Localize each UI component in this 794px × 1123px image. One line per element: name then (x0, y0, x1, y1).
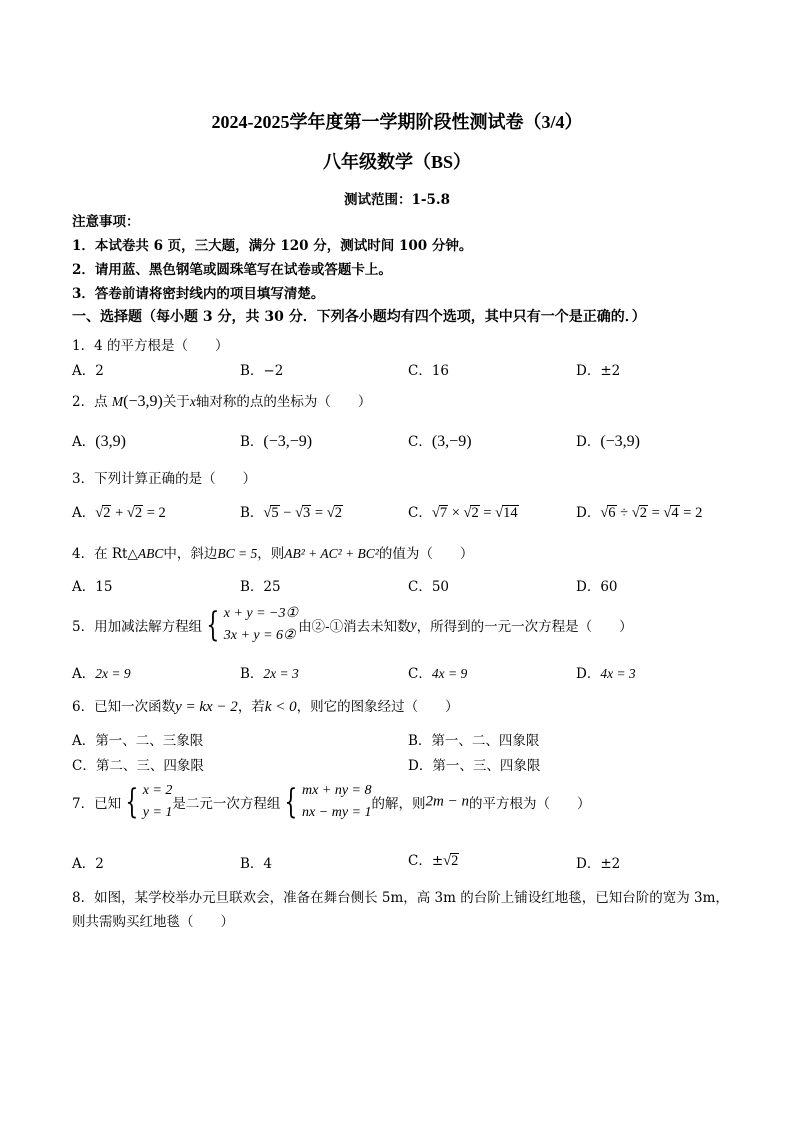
operator: × (451, 505, 460, 521)
note-item: 2．请用蓝、黑色钢笔或圆珠笔写在试卷或答题卡上。 (72, 262, 392, 278)
test-scope: 测试范围：1-5.8 (344, 192, 450, 208)
question-2-stem (72, 390, 371, 411)
equals: = (314, 505, 324, 521)
q4-option-d: D．60 (576, 579, 618, 595)
solution-x: x = 2 (142, 783, 173, 798)
q5-variable: y (410, 617, 417, 632)
q4-hypotenuse: BC = 5 (217, 546, 258, 561)
q5-a-value: 2x = 9 (95, 666, 131, 681)
result: = 2 (146, 505, 166, 521)
q2-a-value: (3,9) (95, 433, 126, 450)
equals: = (483, 505, 492, 521)
q2-c-value: (3,−9) (431, 433, 472, 450)
q2-b-label: B． (240, 434, 264, 450)
q5-a-label: A． (72, 666, 96, 682)
q3-option-c: C．√7 × √2 = √14 (408, 505, 518, 521)
q4-text-end: 的值为（ ） (378, 546, 474, 562)
radicand: 7 (439, 505, 448, 521)
q5-b-value: 2x = 3 (263, 666, 299, 681)
q4-triangle: ABC (137, 546, 164, 561)
q3-option-b: B．√5 − √3 = √2 (240, 505, 342, 521)
question-8-line-2: 则共需购买红地毯（ ） (72, 914, 234, 930)
radicand: 2 (103, 505, 111, 521)
q6-text: 6．已知一次函数 (72, 699, 176, 715)
question-7-stem (72, 780, 590, 824)
q5-text: 由②-①消去未知数 (298, 619, 411, 635)
q4-expression: AB² + AC² + BC² (284, 546, 379, 561)
q3-option-a: A．√2 + √2 = 2 (72, 505, 166, 521)
q7-text: 是二元一次方程组 (172, 796, 281, 812)
q5-text-end: ，所得到的一元一次方程是（ ） (416, 619, 633, 635)
q2-text-end: 轴对称的点的坐标为（ ） (195, 394, 372, 410)
q3-a-label: A． (72, 505, 96, 521)
solution-y: y = 1 (142, 805, 173, 820)
q4-option-c: C．50 (408, 579, 450, 595)
radicand: 5 (271, 505, 279, 521)
q6-option-b: B．第一、二、四象限 (408, 733, 540, 749)
q2-text: 关于 (162, 394, 190, 410)
question-8-line-1: 8．如图，某学校举办元旦联欢会，准备在舞台侧长 5m，高 3m 的台阶上铺设红地毯，已知台阶的宽为 3m， (72, 890, 729, 906)
equation-2: 3x + y = 6② (223, 628, 296, 643)
q5-d-value: 4x = 3 (600, 666, 636, 681)
question-5-stem (72, 603, 633, 647)
q7-text: 的解，则 (371, 796, 426, 812)
q3-c-label: C． (408, 505, 432, 521)
radicand: 4 (671, 505, 679, 521)
q7-text-end: 的平方根为（ ） (468, 796, 591, 812)
q2-number: 2．点 (72, 394, 108, 410)
q2-option-b (240, 430, 312, 451)
q6-option-d: D．第一、三、四象限 (408, 758, 541, 774)
solution-system (143, 780, 173, 824)
radicand: 2 (471, 505, 479, 521)
system-brace: { (284, 782, 298, 822)
question-1-stem: 1．4 的平方根是（ ） (72, 338, 229, 354)
system-brace: { (206, 605, 220, 645)
operator: ÷ (620, 505, 629, 521)
q5-c-label: C． (408, 666, 432, 682)
q6-condition: k < 0 (264, 699, 297, 715)
q5-c-value: 4x = 9 (431, 666, 468, 681)
q6-function: y = kx − 2 (175, 699, 238, 715)
exam-subtitle: 八年级数学（BS） (322, 152, 472, 172)
radicand: 2 (134, 505, 143, 521)
q5-option-b (240, 662, 299, 682)
q7-text: 7．已知 (72, 796, 122, 812)
q2-d-value: (−3,9) (600, 433, 641, 450)
equation-2: nx − my = 1 (302, 805, 372, 820)
exam-title: 2024-2025学年度第一学期阶段性测试卷（3/4） (211, 112, 583, 132)
equation-1: mx + ny = 8 (302, 783, 372, 798)
q5-b-label: B． (240, 666, 264, 682)
q3-d-label: D． (576, 505, 601, 521)
q5-option-a (72, 662, 131, 682)
q2-a-label: A． (72, 434, 96, 450)
operator: − (283, 505, 292, 521)
q2-c-label: C． (408, 434, 432, 450)
question-4-stem (72, 542, 473, 562)
q7-expression: 2m − n (425, 793, 469, 810)
q2-option-a (72, 430, 126, 451)
q1-option-c: C．16 (408, 363, 450, 379)
q5-text: 5．用加减法解方程组 (72, 619, 203, 635)
q2-d-label: D． (576, 434, 601, 450)
result: = 2 (683, 505, 703, 521)
note-item: 3．答卷前请将密封线内的项目填写清楚。 (72, 286, 325, 302)
q2-option-d (576, 430, 640, 451)
radicand: 2 (639, 505, 647, 521)
radicand: 14 (503, 505, 518, 521)
q6-text-end: ，则它的图象经过（ ） (296, 699, 459, 715)
q6-option-c: C．第二、三、四象限 (72, 758, 204, 774)
notes-heading: 注意事项： (72, 214, 140, 230)
q3-b-label: B． (240, 505, 264, 521)
q3-option-d: D．√6 ÷ √2 = √4 = 2 (576, 505, 703, 521)
radicand: 2 (451, 853, 459, 869)
note-item: 1．本试卷共 6 页，三大题，满分 120 分，测试时间 100 分钟。 (72, 238, 473, 254)
solution-brace: { (125, 782, 139, 822)
q5-option-d (576, 662, 636, 682)
q7-option-b: B．4 (240, 856, 273, 872)
q1-option-d: D．±2 (576, 363, 621, 379)
q4-text: 4．在 Rt△ (72, 546, 138, 562)
section-heading: 一、选择题（每小题 3 分，共 30 分．下列各小题均有四个选项，其中只有一个是正确的．） (72, 309, 646, 325)
equation-1: x + y = −3① (223, 606, 299, 621)
q2-point-name: M (111, 394, 124, 409)
q4-text: 中，斜边 (163, 546, 218, 562)
radicand: 3 (303, 505, 311, 521)
equals: = (651, 505, 660, 521)
q2-option-c (408, 430, 472, 451)
q4-option-b: B．25 (240, 579, 281, 595)
q5-option-c (408, 662, 467, 682)
q1-option-b: B．−2 (240, 363, 284, 379)
q7-option-d: D．±2 (576, 856, 621, 872)
question-6-stem (72, 695, 459, 716)
q6-option-a: A．第一、二、三象限 (72, 733, 204, 749)
operator: + (115, 505, 124, 521)
q5-d-label: D． (576, 666, 601, 682)
equation-system (302, 780, 371, 824)
q2-point-coord: (−3,9) (123, 393, 163, 410)
q7-option-a: A．2 (72, 856, 104, 872)
q7-option-c: C．±√2 (408, 853, 459, 869)
q2-b-value: (−3,−9) (263, 433, 313, 450)
radicand: 2 (334, 505, 342, 521)
q6-text: ，若 (237, 699, 265, 715)
q1-option-a: A．2 (72, 363, 104, 379)
q2-axis: x (189, 394, 196, 409)
question-3-stem: 3．下列计算正确的是（ ） (72, 471, 257, 487)
q4-text: ，则 (257, 546, 285, 562)
q7-c-label: C．± (408, 853, 444, 869)
radicand: 6 (608, 505, 616, 521)
q4-option-a: A．15 (72, 579, 113, 595)
equation-system (224, 603, 298, 647)
